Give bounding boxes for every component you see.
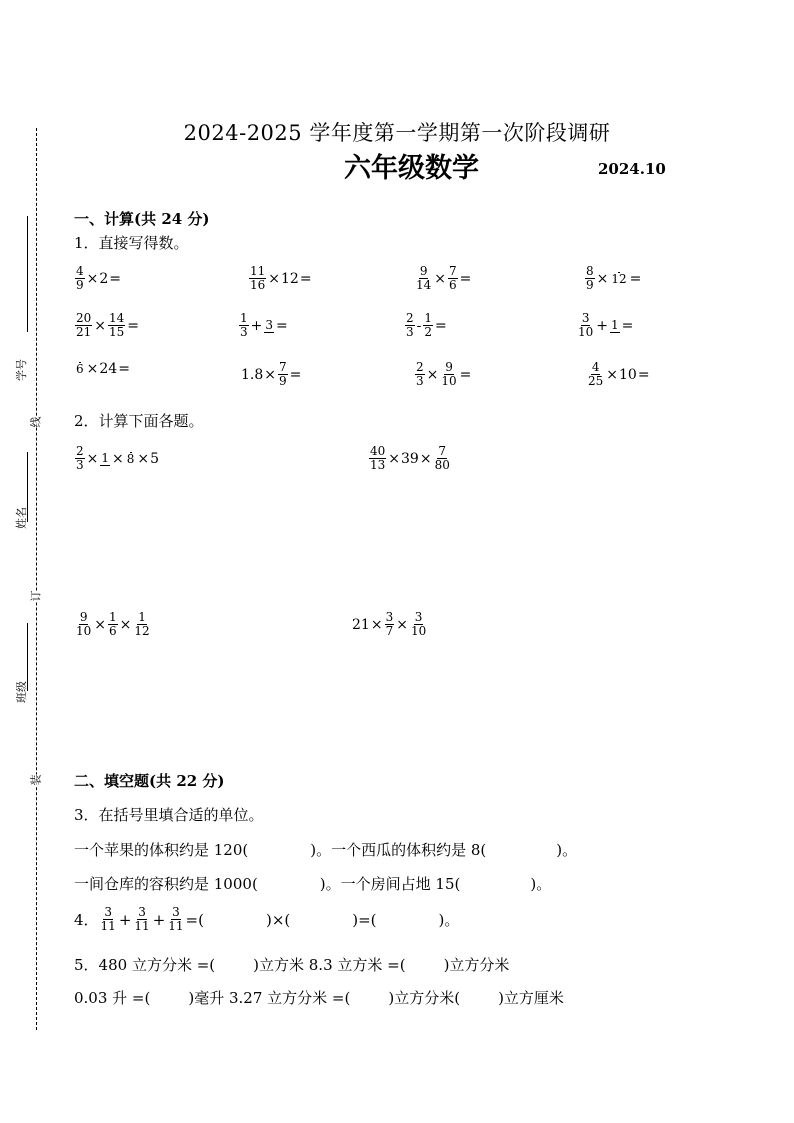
question-3-line-2: 一间仓库的容积约是 1000( )。一个房间占地 15( )。 — [74, 875, 552, 893]
fraction: $\frac{3}{7}$ — [385, 610, 394, 638]
mental-expr: $\frac{3}{10}$ + 1 = — [578, 311, 634, 339]
cut-mark-pack: 装 — [29, 774, 43, 786]
question-4: 4． $\frac{3}{11}$ + $\frac{3}{11}$ + $\frac{3}{11}$ =( )×( )=( )。 — [74, 905, 460, 933]
cut-mark-line: 线 — [29, 416, 43, 428]
fraction: $\frac{7}{80}$ — [434, 444, 450, 472]
calc-expr: $\frac{9}{10}$ × $\frac{1}{6}$ × $\frac{1}{12}$ — [76, 610, 150, 638]
mental-expr: $\frac{2}{3}$ - $\frac{1}{2}$ = — [406, 311, 447, 339]
fraction: $\frac{11}{16}$ — [250, 264, 266, 292]
fraction: $\frac{20}{21}$ — [76, 311, 92, 339]
mental-expr: 6 × 24 = — [76, 361, 130, 377]
fraction: $\frac{7}{9}$ — [279, 360, 287, 388]
mental-expr: $\frac{4}{9}$ × 2 = — [76, 264, 122, 292]
fraction: 1 — [611, 317, 619, 332]
cut-mark-bind: 订 — [29, 590, 43, 602]
mental-expr: $\frac{20}{21}$ × $\frac{14}{15}$ = — [76, 311, 140, 339]
fraction: 8 — [126, 451, 135, 466]
class-label: 班级 — [15, 681, 28, 703]
fraction: $\frac{1}{12}$ — [134, 610, 150, 638]
mental-expr: $\frac{1}{3}$ + 3 = — [240, 311, 288, 339]
fraction: $\frac{2}{3}$ — [406, 311, 414, 339]
fraction: $\frac{3}{11}$ — [134, 905, 150, 933]
student-id-underline — [27, 216, 28, 332]
mental-expr: $\frac{8}{9}$ × 12 = — [586, 264, 642, 292]
name-label: 姓名 — [15, 507, 28, 529]
fraction: 1 — [101, 450, 110, 465]
fraction: $\frac{1}{6}$ — [109, 610, 117, 638]
fraction: $\frac{3}{11}$ — [100, 905, 116, 933]
fraction: $\frac{2}{3}$ — [416, 360, 424, 388]
fraction: $\frac{14}{15}$ — [109, 311, 125, 339]
binding-dashed-line — [36, 128, 37, 1030]
mental-expr: 1.8 × $\frac{7}{9}$ = — [241, 360, 302, 388]
fraction: $\frac{9}{10}$ — [76, 610, 92, 638]
fraction: $\frac{9}{14}$ — [416, 264, 432, 292]
fraction: $\frac{4}{9}$ — [76, 264, 84, 292]
calc-expr: $\frac{40}{13}$ × 39 × $\frac{7}{80}$ — [370, 444, 450, 472]
question-5-line-1: 5．480 立方分米 =( )立方米 8.3 立方米 =( )立方分米 — [74, 956, 510, 974]
calc-expr: 21 × $\frac{3}{7}$ × $\frac{3}{10}$ — [352, 610, 427, 638]
section-heading: 一、计算(共 24 分) — [74, 210, 210, 228]
student-id-label: 学号 — [15, 359, 28, 381]
fraction: $\frac{3}{10}$ — [410, 610, 427, 638]
fraction: 3 — [265, 317, 274, 332]
fraction: $\frac{3}{11}$ — [168, 905, 184, 933]
question-2: 2．计算下面各题。 — [74, 412, 204, 430]
fraction: $\frac{7}{6}$ — [449, 264, 457, 292]
fraction: $\frac{8}{9}$ — [586, 264, 594, 292]
fraction: $\frac{40}{13}$ — [370, 444, 386, 472]
calc-expr: $\frac{2}{3}$ × 1 × 8 × 5 — [76, 444, 160, 472]
fraction: $\frac{1}{2}$ — [424, 311, 433, 339]
question-1: 1．直接写得数。 — [74, 234, 189, 252]
question-3-line-1: 一个苹果的体积约是 120( )。一个西瓜的体积约是 8( )。 — [74, 841, 578, 859]
fraction: 12 — [611, 271, 627, 286]
fraction: 6 — [76, 362, 84, 376]
mental-expr: $\frac{9}{14}$ × $\frac{7}{6}$ = — [416, 264, 472, 292]
section-heading: 二、填空题(共 22 分) — [74, 772, 225, 790]
fraction: $\frac{3}{10}$ — [578, 311, 594, 339]
exam-date: 2024.10 — [598, 160, 666, 178]
mental-expr: $\frac{4}{25}$ × 10 = — [588, 360, 650, 388]
question-5-line-2: 0.03 升 =( )毫升 3.27 立方分米 =( )立方分米( )立方厘米 — [74, 989, 564, 1007]
mental-expr: $\frac{11}{16}$ × 12 = — [250, 264, 312, 292]
fraction: $\frac{4}{25}$ — [588, 360, 604, 388]
fraction: $\frac{2}{3}$ — [76, 444, 84, 472]
mental-expr: $\frac{2}{3}$ × $\frac{9}{10}$ = — [416, 360, 472, 388]
fraction: $\frac{9}{10}$ — [441, 360, 457, 388]
fraction: $\frac{1}{3}$ — [240, 311, 248, 339]
page-subtitle: 六年级数学 — [344, 153, 479, 184]
page-title: 2024-2025 学年度第一学期第一次阶段调研 — [183, 121, 611, 145]
question-3: 3．在括号里填合适的单位。 — [74, 806, 264, 824]
